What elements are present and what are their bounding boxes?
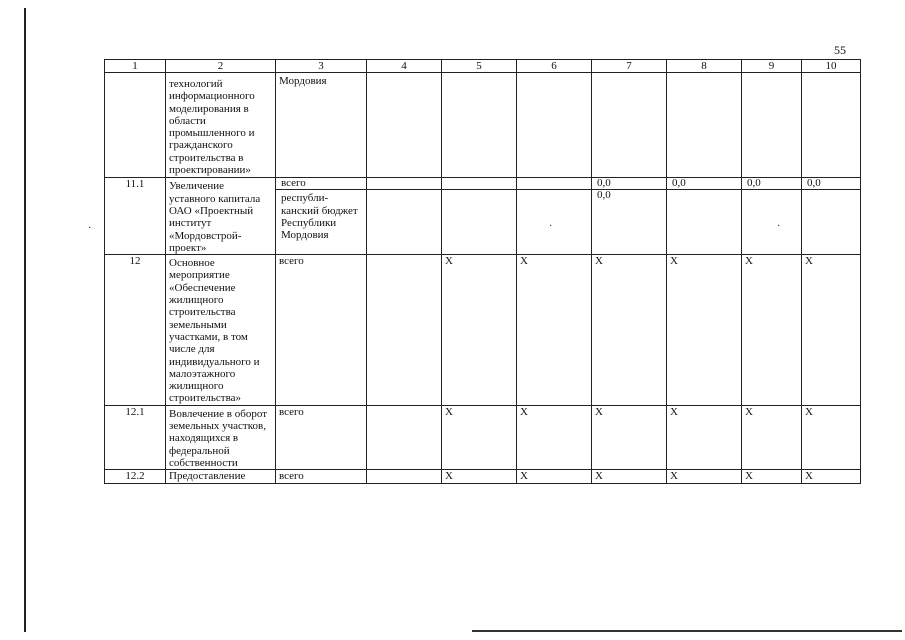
activity-name: Увеличение уставного капитала ОАО «Проектный институт «Мордовстрой-проект»: [166, 178, 276, 255]
funding-source: всего: [276, 178, 366, 190]
header-cell: 8: [667, 60, 742, 73]
value: X: [517, 405, 592, 469]
scan-speck: ·: [88, 223, 92, 234]
header-cell: 6: [517, 60, 592, 73]
value: X: [802, 255, 861, 406]
header-cell: 3: [276, 60, 367, 73]
value-cell: [442, 178, 517, 255]
page-number: 55: [834, 43, 846, 57]
empty-cell: [367, 405, 442, 469]
value: X: [592, 255, 667, 406]
header-cell: 1: [105, 60, 166, 73]
scan-speck: ·: [549, 221, 553, 232]
funding-source: Мордовия: [276, 73, 367, 178]
value-cell: [592, 178, 667, 255]
value: X: [742, 405, 802, 469]
value-cell: [367, 178, 442, 255]
value: X: [667, 405, 742, 469]
row-number: 11.1: [105, 178, 166, 255]
header-cell: 4: [367, 60, 442, 73]
value: X: [592, 405, 667, 469]
value: X: [517, 255, 592, 406]
funding-source: республи-канский бюджет Республики Мордовия: [281, 192, 358, 242]
header-cell: 2: [166, 60, 276, 73]
value-cell: [667, 178, 742, 255]
funding-source: всего: [276, 405, 367, 469]
left-margin-rule: [24, 8, 26, 632]
empty-cell: [367, 73, 442, 178]
value: X: [517, 470, 592, 483]
activity-name: Вовлечение в оборот земельных участков, находящихся в федеральной собственности: [166, 405, 276, 469]
empty-cell: [742, 73, 802, 178]
value: 0,0: [802, 178, 860, 190]
table-row: [105, 178, 861, 255]
table-row: [105, 255, 861, 406]
empty-cell: [367, 255, 442, 406]
activity-name: технологий информационного моделирования в области промышленного и гражданского строительства в проектировании»: [166, 73, 276, 178]
scan-speck: ·: [777, 221, 781, 232]
empty-cell: [367, 470, 442, 483]
empty-cell: [517, 73, 592, 178]
value: 0,0: [592, 178, 666, 190]
value: 0,0: [742, 178, 801, 190]
header-cell: 9: [742, 60, 802, 73]
value: X: [742, 255, 802, 406]
value: X: [667, 470, 742, 483]
value: 0,0: [597, 189, 611, 202]
value: X: [442, 405, 517, 469]
empty-cell: [667, 73, 742, 178]
value-cell: [802, 178, 861, 255]
value: X: [442, 470, 517, 483]
header-cell: 7: [592, 60, 667, 73]
value: X: [592, 470, 667, 483]
header-cell: 5: [442, 60, 517, 73]
table-row: [105, 405, 861, 469]
row-number: 12: [105, 255, 166, 406]
value: X: [802, 470, 861, 483]
value-cell: [742, 178, 802, 255]
table-row: [105, 73, 861, 178]
value: X: [667, 255, 742, 406]
value: X: [742, 470, 802, 483]
value-cell: [517, 178, 592, 255]
table-row: [105, 470, 861, 483]
funding-source-split: [276, 178, 367, 255]
empty-cell: [592, 73, 667, 178]
value: X: [442, 255, 517, 406]
empty-cell: [442, 73, 517, 178]
row-number: 12.1: [105, 405, 166, 469]
activity-name: Основное мероприятие «Обеспечение жилищного строительства земельными участками, в том числе для индивидуального и малоэтажного жилищного строительства»: [166, 255, 276, 406]
funding-source: всего: [276, 470, 367, 483]
row-number: 12.2: [105, 470, 166, 483]
header-cell: 10: [802, 60, 861, 73]
funding-source: всего: [276, 255, 367, 406]
value: 0,0: [667, 178, 741, 190]
activity-name: Предоставление: [166, 470, 276, 483]
bottom-edge-rule: [472, 630, 902, 632]
row-number: [105, 73, 166, 178]
program-activities-table: [104, 59, 861, 484]
value: X: [802, 405, 861, 469]
empty-cell: [802, 73, 861, 178]
column-number-row: [105, 60, 861, 73]
